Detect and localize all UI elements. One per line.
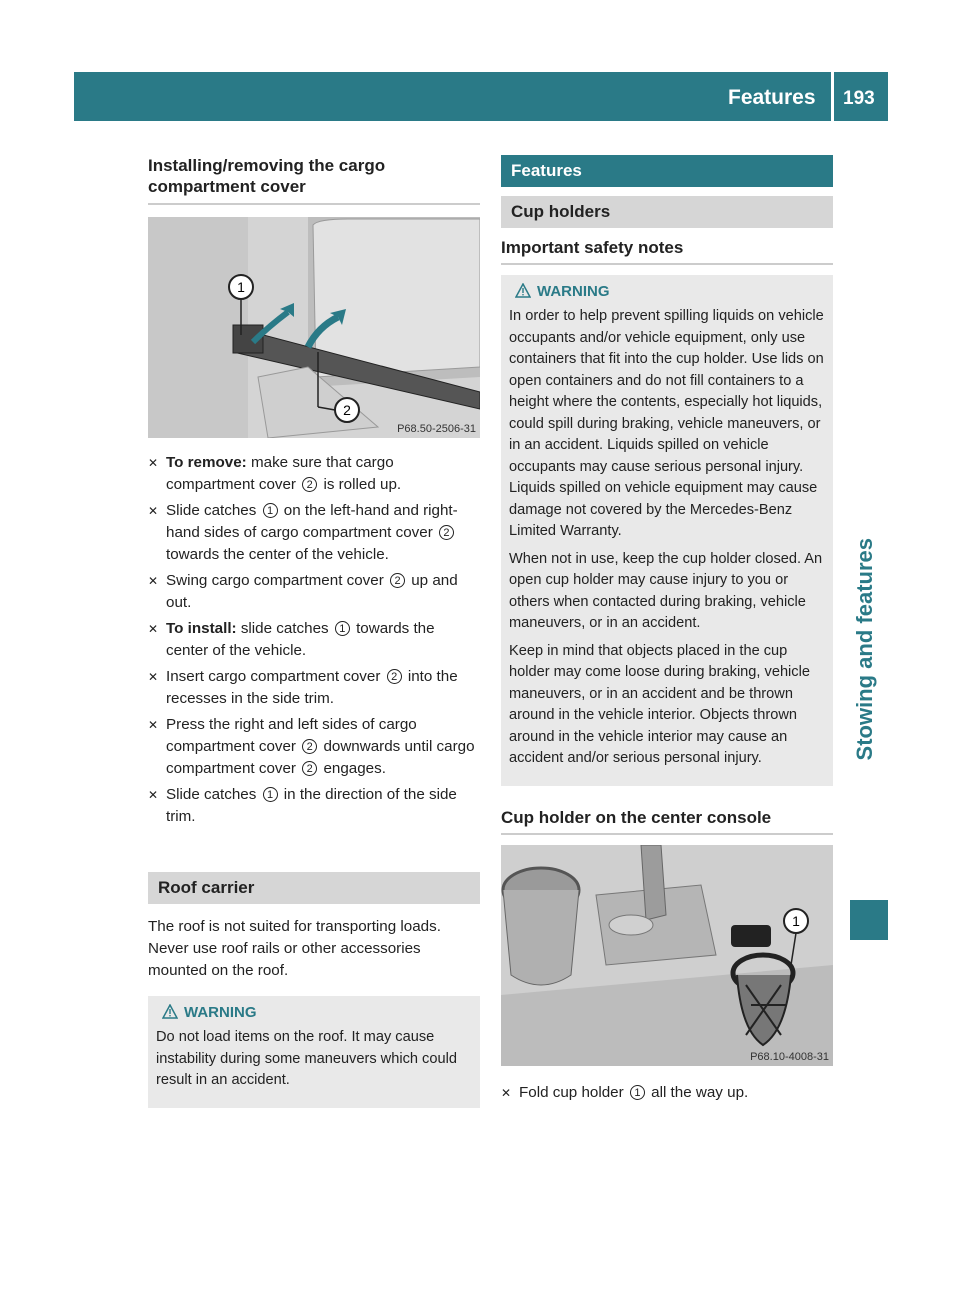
step-text: Slide catches xyxy=(166,786,261,803)
list-item xyxy=(501,1082,833,1104)
arrow-icon: ✕ xyxy=(148,622,159,636)
warning-heading xyxy=(509,283,825,300)
steps-list-cargo xyxy=(148,452,480,828)
step-bold: To remove: xyxy=(166,454,247,471)
step-text: Slide catches xyxy=(166,502,261,519)
step-text: Press the right and left sides of cargo compartment cover xyxy=(166,716,417,755)
callout-number: 1 xyxy=(263,787,278,802)
step-bold: To install: xyxy=(166,620,237,637)
arrow-icon: ✕ xyxy=(148,504,159,518)
arrow-icon: ✕ xyxy=(148,456,159,470)
arrow-icon: ✕ xyxy=(148,574,159,588)
roof-text: The roof is not suited for transporting loads. Never use roof rails or other accessories mounted on the roof. xyxy=(148,918,441,979)
cup-holder-illustration xyxy=(501,845,833,1066)
step-text: on the left-hand and right-hand sides of cargo compartment cover xyxy=(166,502,458,541)
callout-number: 1 xyxy=(630,1085,645,1100)
svg-text:1: 1 xyxy=(237,279,245,295)
step-text: slide catches xyxy=(236,620,333,637)
arrow-icon: ✕ xyxy=(501,1085,512,1100)
section-band-cup-holders: Cup holders xyxy=(501,196,833,228)
list-item xyxy=(148,784,480,828)
left-column xyxy=(148,155,480,1108)
warning-paragraph: In order to help prevent spilling liquids on vehicle occupants and/or vehicle equipment, only use containers that fit into the cup holder. Use lids on open containers and do not fill containers to a height where the contents, especially hot liquids, could spill during braking, vehicle maneuvers, or in an accident. Liquids spilled on vehicle occupants may cause serious personal injury. Liquids spilled on vehicle equipment may cause damage not covered by the Mercedes-Benz Limited Warranty. xyxy=(509,308,824,539)
list-item xyxy=(148,666,480,710)
arrow-icon: ✕ xyxy=(148,718,159,732)
callout-number: 2 xyxy=(439,525,454,540)
arrow-icon: ✕ xyxy=(148,788,159,802)
section-title-cargo-cover: Installing/removing the cargo compartment cover xyxy=(148,155,480,205)
warning-paragraph: Keep in mind that objects placed in the cup holder may come loose during braking, vehicle maneuvers, or in an accident and be thrown around in the vehicle interior. Objects thrown around in the vehicle interior may cause an accident and/or serious personal injury. xyxy=(509,642,810,766)
warning-label: WARNING xyxy=(184,1004,257,1021)
callout-number: 2 xyxy=(302,477,317,492)
right-column xyxy=(501,155,833,1108)
step-text: make sure that cargo compartment cover xyxy=(166,454,394,493)
step-text: up and out. xyxy=(166,572,458,611)
svg-text:2: 2 xyxy=(343,402,351,418)
callout-number: 1 xyxy=(263,503,278,518)
side-tab-marker xyxy=(850,900,888,940)
section-band-features: Features xyxy=(501,155,833,187)
warning-paragraph: When not in use, keep the cup holder closed. An open cup holder may cause injury to you or others when contacted during braking, vehicle maneuvers, or in an accident. xyxy=(509,550,823,631)
console-title: Cup holder on the center console xyxy=(501,808,833,835)
step-text: towards the center of the vehicle. xyxy=(166,620,435,659)
step-text: downwards until cargo compartment cover xyxy=(166,738,475,777)
page-number: 193 xyxy=(843,88,875,109)
warning-box-cup xyxy=(501,275,833,786)
callout-number: 2 xyxy=(387,669,402,684)
safety-notes-title: Important safety notes xyxy=(501,238,833,265)
step-text: is rolled up. xyxy=(319,476,402,493)
callout-number: 1 xyxy=(335,621,350,636)
step-text: engages. xyxy=(319,760,386,777)
section-band-roof-carrier: Roof carrier xyxy=(148,872,480,904)
figure-cargo-cover xyxy=(148,217,480,438)
callout-number: 2 xyxy=(390,573,405,588)
step-text: towards the center of the vehicle. xyxy=(166,546,389,563)
list-item xyxy=(148,714,480,780)
step-text: Insert cargo compartment cover xyxy=(166,668,385,685)
step-text: into the recesses in the side trim. xyxy=(166,668,458,707)
steps-list-cup xyxy=(501,1082,833,1104)
step-text: Swing cargo compartment cover xyxy=(166,572,388,589)
callout-number: 2 xyxy=(302,739,317,754)
header-title: Features xyxy=(728,86,816,109)
arrow-icon: ✕ xyxy=(148,670,159,684)
svg-text:1: 1 xyxy=(792,912,800,929)
cargo-cover-illustration xyxy=(148,217,480,438)
callout-number: 2 xyxy=(302,761,317,776)
step-text: in the direction of the side trim. xyxy=(166,786,457,825)
header-divider xyxy=(831,72,834,121)
warning-box-roof xyxy=(148,996,480,1108)
list-item xyxy=(148,570,480,614)
figure-cup-holder xyxy=(501,845,833,1066)
step-text: all the way up. xyxy=(646,1083,749,1101)
warning-text: Do not load items on the roof. It may cause instability during some maneuvers which could result in an accident. xyxy=(156,1029,457,1088)
warning-heading xyxy=(156,1004,472,1021)
list-item xyxy=(148,452,480,496)
figure-code: P68.10-4008-31 xyxy=(750,1050,829,1063)
warning-triangle-icon xyxy=(162,1004,178,1019)
warning-triangle-icon xyxy=(515,283,531,298)
warning-label: WARNING xyxy=(537,283,610,300)
side-tab-label: Stowing and features xyxy=(852,538,877,761)
figure-code: P68.50-2506-31 xyxy=(397,423,476,435)
step-text: Fold cup holder xyxy=(519,1083,628,1101)
list-item xyxy=(148,618,480,662)
list-item xyxy=(148,500,480,566)
